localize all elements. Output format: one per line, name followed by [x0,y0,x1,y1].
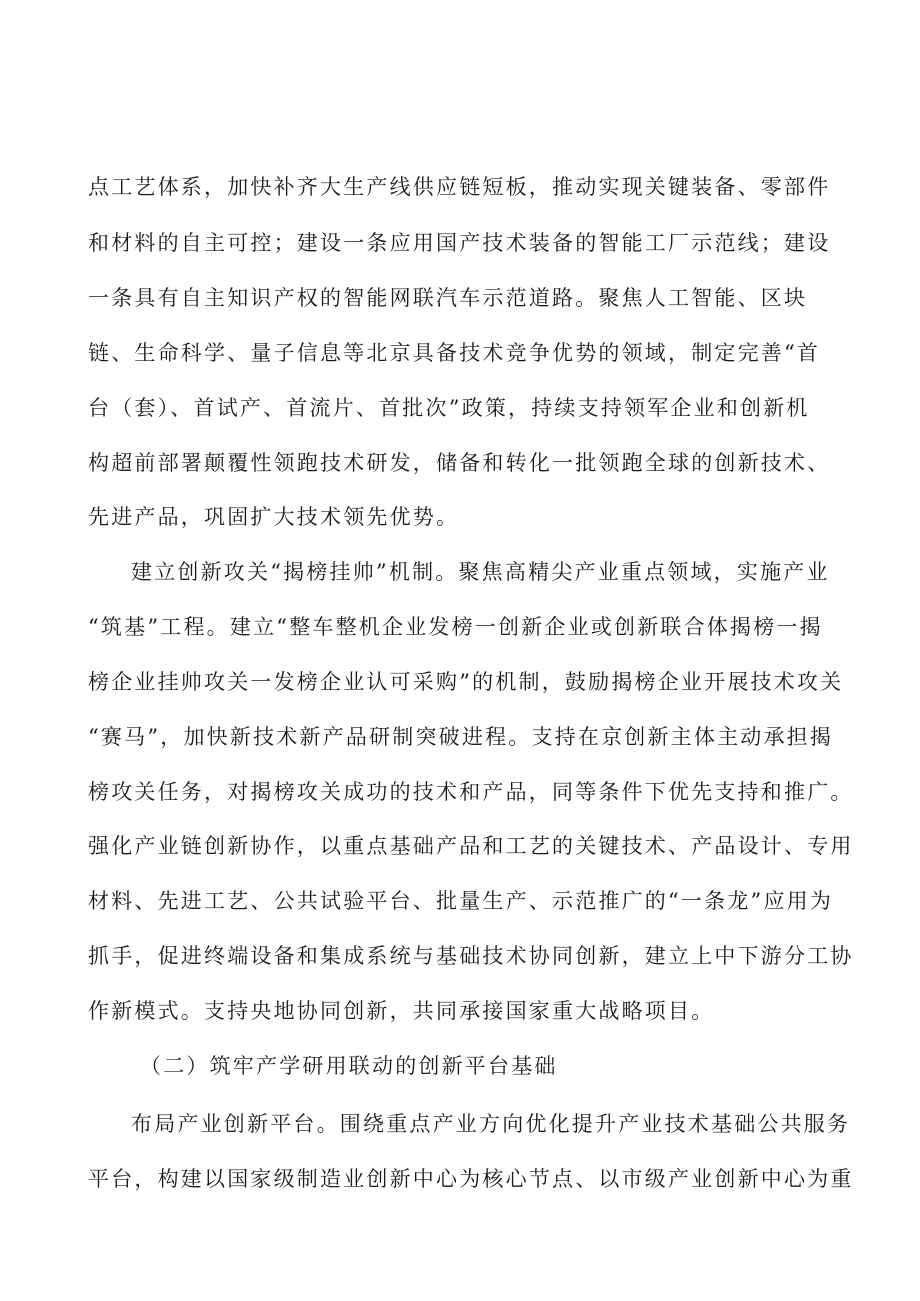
text-line: 先进产品，巩固扩大技术领先优势。 [88,505,460,529]
text-line: 抓手，促进终端设备和集成系统与基础技术协同创新，建立上中下游分工协 [88,944,854,968]
text-line: 链、生命科学、量子信息等北京具备技术竞争优势的领域，制定完善“首 [88,341,821,365]
text-line: 作新模式。支持央地协同创新，共同承接国家重大战略项目。 [88,999,715,1023]
text-line: 和材料的自主可控；建设一条应用国产技术装备的智能工厂示范线；建设 [88,231,831,255]
paragraph-start-line: 布局产业创新平台。围绕重点产业方向优化提升产业技术基础公共服务 [131,1112,851,1136]
text-line: 榜攻关任务，对揭榜攻关成功的技术和产品，同等条件下优先支持和推广。 [88,780,854,804]
text-line: 构超前部署颠覆性领跑技术研发，储备和转化一批领跑全球的创新技术、 [88,451,831,475]
text-line: 一条具有自主知识产权的智能网联汽车示范道路。聚焦人工智能、区块 [88,286,808,310]
text-line: 材料、先进工艺、公共试验平台、批量生产、示范推广的“一条龙”应用为 [88,889,834,913]
text-line: 强化产业链创新协作，以重点基础产品和工艺的关键技术、产品设计、专用 [88,834,854,858]
text-line: “赛马”，加快新技术新产品研制突破进程。支持在京创新主体主动承担揭 [88,725,834,749]
text-line: 台（套）、首试产、首流片、首批次”政策，持续支持领军企业和创新机 [88,396,810,420]
text-line: 点工艺体系，加快补齐大生产线供应链短板，推动实现关键装备、零部件 [88,175,831,199]
text-line: 榜企业挂帅攻关一发榜企业认可采购”的机制，鼓励揭榜企业开展技术攻关 [88,670,844,694]
paragraph-start-line: 建立创新攻关“揭榜挂帅”机制。聚焦高精尖产业重点领域，实施产业 [131,560,830,584]
section-heading: （二）筑牢产学研用联动的创新平台基础 [140,1054,558,1078]
text-line: “筑基”工程。建立“整车整机企业发榜一创新企业或创新联合体揭榜一揭 [88,615,823,639]
text-line: 平台，构建以国家级制造业创新中心为核心节点、以市级产业创新中心为重 [88,1167,854,1191]
